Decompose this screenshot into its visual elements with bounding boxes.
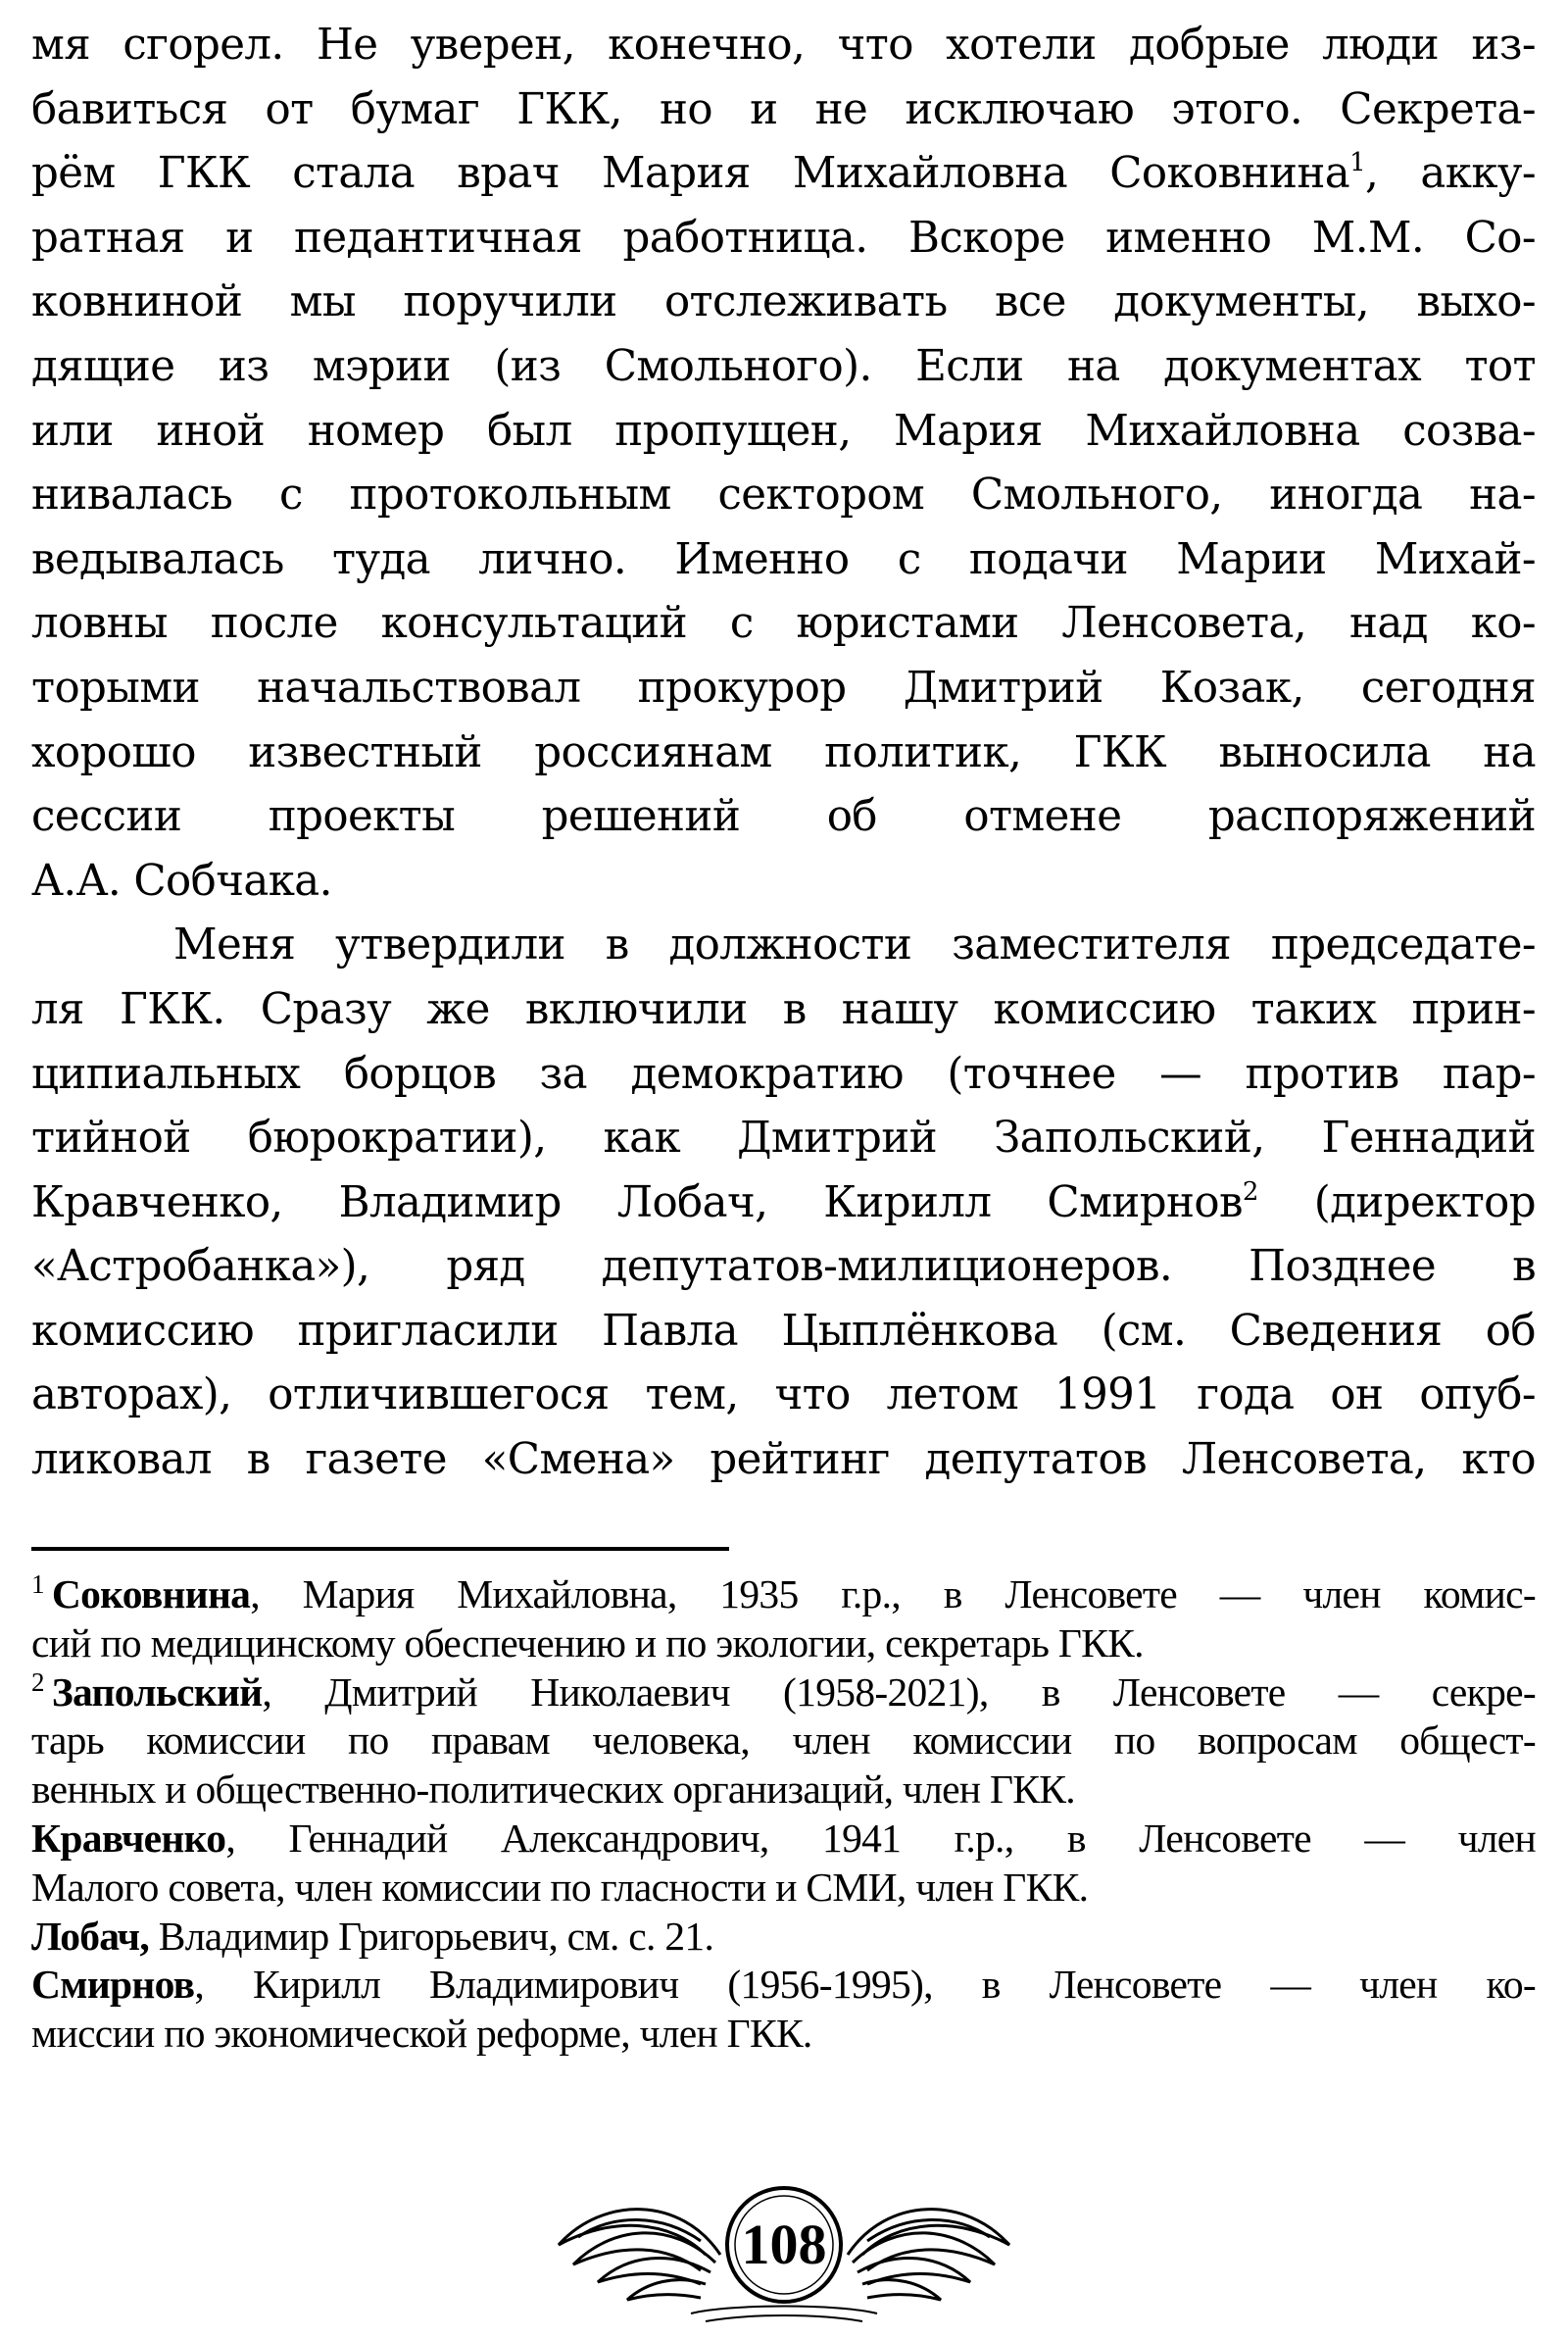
footnote-3-line	[31, 1815, 1536, 1864]
text-line: ковниной мы поручили отслеживать все документы, выхо-	[31, 277, 1536, 327]
text-fragment: Кравченко, Владимир Лобач, Кирилл Смирнов	[31, 1177, 1243, 1227]
text-line: ля ГКК. Сразу же включили в нашу комиссию таких прин-	[31, 984, 1536, 1034]
footnote-text: , Кирилл Владимирович (1956-1995), в Ленсовете — член ко-	[194, 1962, 1536, 2008]
footnote-3-line: Малого совета, член комиссии по гласности и СМИ, член ГКК.	[31, 1864, 1089, 1910]
text-line: дящие из мэрии (из Смольного). Если на документах тот	[31, 341, 1536, 391]
footnote-1-line: сий по медицинскому обеспечению и по экологии, секретарь ГКК.	[31, 1619, 1144, 1666]
text-line: сессии проекты решений об отмене распоряжений	[31, 792, 1536, 842]
text-line	[31, 1171, 1536, 1236]
footnote-4-name: Лобач,	[31, 1913, 150, 1959]
page-number: 108	[741, 2213, 827, 2276]
paragraph-start-line: Меня утвердили в должности заместителя председате-	[173, 920, 1536, 970]
footnotes	[31, 1570, 1536, 2059]
footnote-2-name: Запольский	[51, 1668, 263, 1715]
footnote-1-line	[31, 1570, 1536, 1619]
text-fragment: , акку-	[1365, 149, 1536, 199]
text-fragment: рём ГКК стала врач Мария Михайловна Соковнина	[31, 149, 1350, 199]
text-line: «Астробанка»), ряд депутатов-милиционеров. Позднее в	[31, 1242, 1536, 1292]
footnote-5-line	[31, 1961, 1536, 2010]
text-fragment: (директор	[1257, 1177, 1536, 1227]
footnote-text: Владимир Григорьевич, см. с. 21.	[149, 1913, 714, 1959]
text-line: тийной бюрократии), как Дмитрий Запольский, Геннадий	[31, 1114, 1536, 1164]
text-line: или иной номер был пропущен, Мария Михайловна созва-	[31, 406, 1536, 456]
text-line: бавиться от бумаг ГКК, но и не исключаю этого. Секрета-	[31, 84, 1536, 134]
text-line	[31, 142, 1536, 207]
footnote-ref-2[interactable]: 2	[1242, 1176, 1258, 1207]
footnote-2-line: тарь комиссии по правам человека, член комиссии по вопросам общест-	[31, 1717, 1536, 1764]
footnote-2-line: венных и общественно-политических организаций, член ГКК.	[31, 1766, 1075, 1813]
footnote-2-line	[31, 1668, 1536, 1717]
text-line: хорошо известный россиянам политик, ГКК выносила на	[31, 727, 1536, 777]
text-line: ликовал в газете «Смена» рейтинг депутатов Ленсовета, кто	[31, 1435, 1536, 1485]
text-line: ведывалась туда лично. Именно с подачи Марии Михай-	[31, 534, 1536, 584]
footnote-mark-2: 2	[31, 1666, 44, 1697]
text-line: нивалась с протокольным сектором Смольного, иногда на-	[31, 471, 1536, 521]
footnote-text: , Дмитрий Николаевич (1958-2021), в Ленсовете — секре-	[262, 1668, 1536, 1715]
footnote-ref-1[interactable]: 1	[1349, 148, 1366, 178]
footnote-5-line: миссии по экономической реформе, член ГКК.	[31, 2011, 812, 2057]
footnote-4-line	[31, 1913, 1536, 1962]
text-line: комиссию пригласили Павла Цыплёнкова (см. Сведения об	[31, 1306, 1536, 1356]
footnote-divider	[31, 1547, 729, 1551]
text-line: ратная и педантичная работница. Вскоре именно М.М. Со-	[31, 213, 1536, 263]
footnote-mark-1: 1	[31, 1569, 44, 1599]
main-text	[31, 14, 1536, 1493]
text-line: торыми начальствовал прокурор Дмитрий Козак, сегодня	[31, 663, 1536, 713]
text-line: мя сгорел. Не уверен, конечно, что хотели добрые люди из-	[31, 21, 1536, 70]
text-line: ловны после консультаций с юристами Ленсовета, над ко-	[31, 599, 1536, 649]
text-line: авторах), отличившегося тем, что летом 1991 года он опуб-	[31, 1370, 1536, 1420]
footnote-5-name: Смирнов	[31, 1962, 195, 2008]
footnote-1-name: Соковнина	[51, 1571, 251, 1617]
footnote-3-name: Кравченко	[31, 1815, 226, 1861]
text-line: А.А. Собчака.	[31, 856, 332, 906]
footnote-text: , Мария Михайловна, 1935 г.р., в Ленсовете — член комис-	[250, 1571, 1536, 1617]
text-line: ципиальных борцов за демократию (точнее — против пар-	[31, 1049, 1536, 1099]
footnote-text: , Геннадий Александрович, 1941 г.р., в Ленсовете — член	[225, 1815, 1536, 1861]
